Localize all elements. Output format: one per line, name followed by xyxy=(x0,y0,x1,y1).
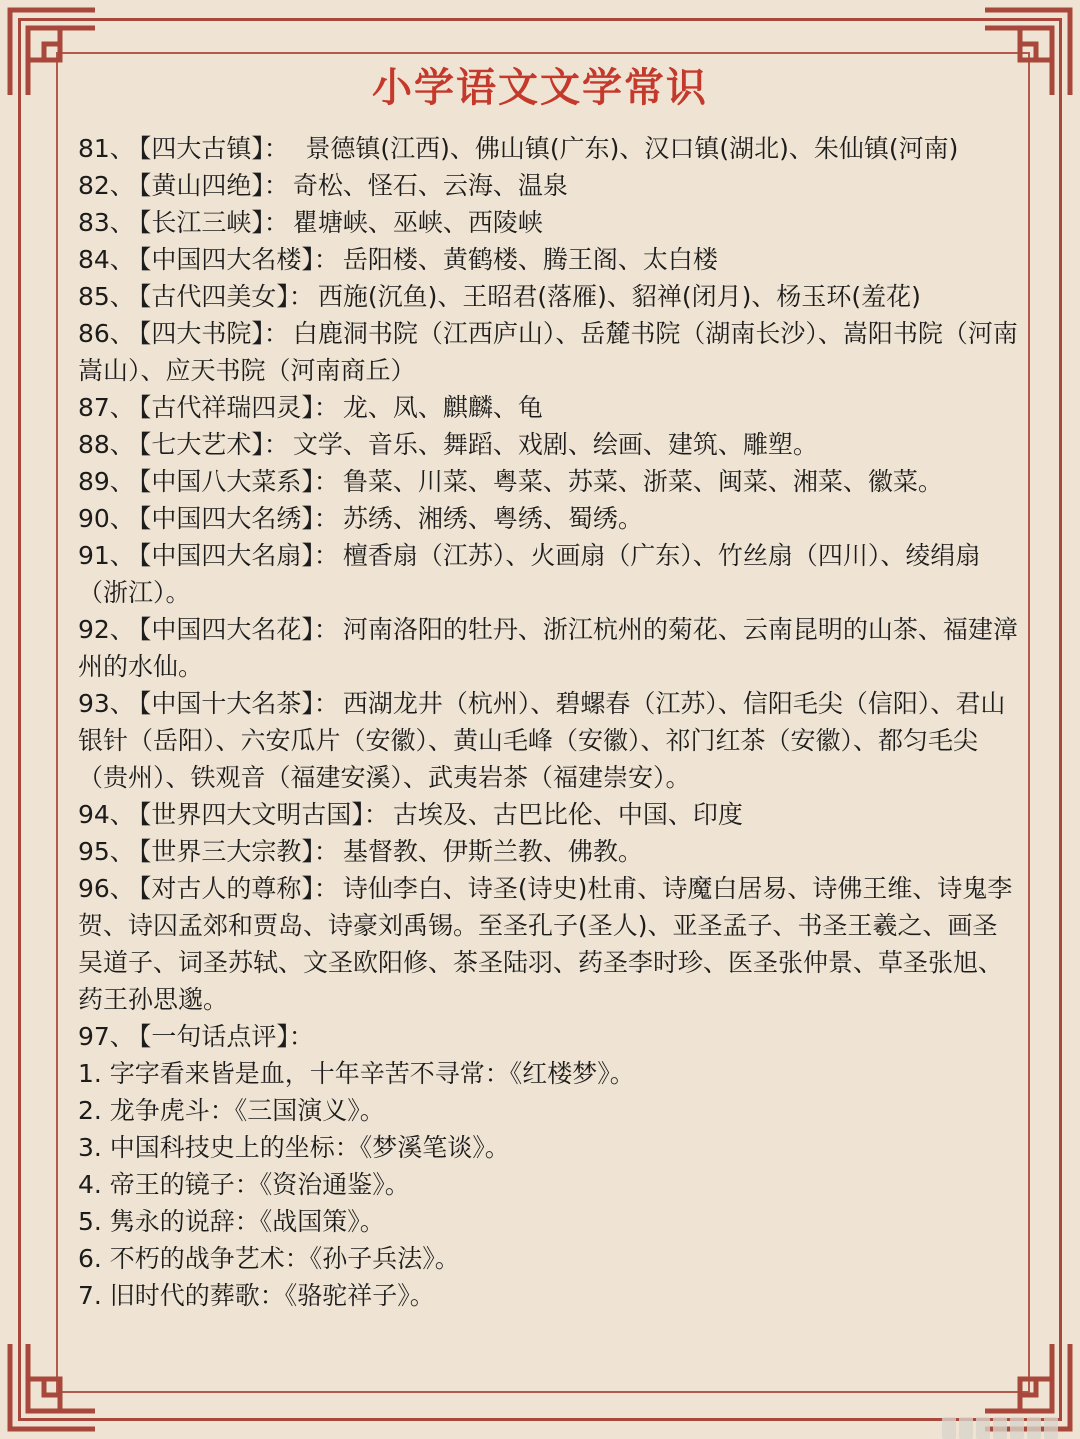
entry-number: 89、 xyxy=(78,467,135,496)
entry-text: 苏绣、湘绣、粤绣、蜀绣。 xyxy=(342,504,643,533)
entry-number: 81、 xyxy=(78,134,135,163)
entry-number: 88、 xyxy=(78,430,135,459)
entry-text: 文学、音乐、舞蹈、戏剧、绘画、建筑、雕塑。 xyxy=(292,430,818,459)
entry-93 xyxy=(78,685,1018,796)
entry-key: 【中国四大名扇】： xyxy=(138,541,339,570)
comment-item: 6. 不朽的战争艺术：《孙子兵法》。 xyxy=(78,1244,460,1273)
watermark xyxy=(942,1417,1058,1439)
entry-97 xyxy=(78,1018,1018,1055)
entry-text: 龙、凤、麒麟、龟 xyxy=(342,393,543,422)
entry-key: 【黄山四绝】： xyxy=(138,171,289,200)
entry-95 xyxy=(78,833,1018,870)
entry-key: 【中国十大名茶】： xyxy=(138,689,339,718)
entry-number: 92、 xyxy=(78,615,135,644)
entry-81 xyxy=(78,130,1018,167)
entry-number: 95、 xyxy=(78,837,135,866)
comment-item: 5. 隽永的说辞：《战国策》。 xyxy=(78,1207,385,1236)
entry-key: 【古代四美女】： xyxy=(138,282,314,311)
entry-key: 【中国四大名楼】： xyxy=(138,245,339,274)
entry-text: 古埃及、古巴比伦、中国、印度 xyxy=(392,800,743,829)
comment-item: 1. 字字看来皆是血，十年辛苦不寻常：《红楼梦》。 xyxy=(78,1059,635,1088)
entry-82 xyxy=(78,167,1018,204)
entry-key: 【中国四大名绣】： xyxy=(138,504,339,533)
entry-number: 82、 xyxy=(78,171,135,200)
entry-key: 【世界三大宗教】： xyxy=(138,837,339,866)
entry-text: 河南洛阳的牡丹、浙江杭州的菊花、云南昆明的山茶、福建漳州的水仙。 xyxy=(78,615,1018,681)
entry-87 xyxy=(78,389,1018,426)
entry-84 xyxy=(78,241,1018,278)
entry-key: 【中国八大菜系】： xyxy=(138,467,339,496)
entry-92 xyxy=(78,611,1018,685)
entry-text: 奇松、怪石、云海、温泉 xyxy=(292,171,568,200)
entry-number: 91、 xyxy=(78,541,135,570)
entry-number: 85、 xyxy=(78,282,135,311)
entry-text: 基督教、伊斯兰教、佛教。 xyxy=(342,837,643,866)
page-title: 小学语文文学常识 xyxy=(372,64,708,111)
entry-text: 鲁菜、川菜、粤菜、苏菜、浙菜、闽菜、湘菜、徽菜。 xyxy=(342,467,943,496)
entry-number: 90、 xyxy=(78,504,135,533)
entry-key: 【四大书院】： xyxy=(138,319,289,348)
entry-89 xyxy=(78,463,1018,500)
entry-number: 86、 xyxy=(78,319,135,348)
entry-text: 诗仙李白、诗圣(诗史)杜甫、诗魔白居易、诗佛王维、诗鬼李贺、诗囚孟郊和贾岛、诗豪刘禹锡。至圣孔子(圣人)、亚圣孟子、书圣王羲之、画圣吴道子、词圣苏轼、文圣欧阳修、茶圣陆羽、药圣李时珍、医圣张仲景、草圣张旭、药王孙思邈。 xyxy=(78,874,1013,1014)
entry-key: 【世界四大文明古国】： xyxy=(138,800,389,829)
entry-88 xyxy=(78,426,1018,463)
entry-key: 【七大艺术】： xyxy=(138,430,289,459)
corner-ornament-icon xyxy=(0,1339,100,1439)
comment-item: 7. 旧时代的葬歌：《骆驼祥子》。 xyxy=(78,1281,435,1310)
entry-number: 97、 xyxy=(78,1022,135,1051)
entry-number: 94、 xyxy=(78,800,135,829)
comment-item: 3. 中国科技史上的坐标：《梦溪笔谈》。 xyxy=(78,1133,510,1162)
entry-96 xyxy=(78,870,1018,1018)
entry-text: 景德镇(江西)、佛山镇(广东)、汉口镇(湖北)、朱仙镇(河南) xyxy=(280,134,959,163)
entry-key: 【中国四大名花】： xyxy=(138,615,339,644)
entry-text: 檀香扇（江苏）、火画扇（广东）、竹丝扇（四川）、绫绢扇（浙江）。 xyxy=(78,541,981,607)
entry-key: 【对古人的尊称】： xyxy=(138,874,339,903)
entry-91 xyxy=(78,537,1018,611)
entry-key: 【一句话点评】： xyxy=(138,1022,314,1051)
entry-key: 【四大古镇】： xyxy=(138,134,277,163)
entry-text: 岳阳楼、黄鹤楼、腾王阁、太白楼 xyxy=(342,245,718,274)
entry-83 xyxy=(78,204,1018,241)
entry-85 xyxy=(78,278,1018,315)
entry-key: 【长江三峡】： xyxy=(138,208,289,237)
entry-text: 西施(沉鱼)、王昭君(落雁)、貂禅(闭月)、杨玉环(羞花) xyxy=(317,282,921,311)
entry-number: 84、 xyxy=(78,245,135,274)
entry-text: 白鹿洞书院（江西庐山）、岳麓书院（湖南长沙）、嵩阳书院（河南嵩山）、应天书院（河南商丘） xyxy=(78,319,1018,385)
entry-90 xyxy=(78,500,1018,537)
comment-item: 4. 帝王的镜子：《资治通鉴》。 xyxy=(78,1170,410,1199)
entry-text: 西湖龙井（杭州）、碧螺春（江苏）、信阳毛尖（信阳）、君山银针（岳阳）、六安瓜片（安徽）、黄山毛峰（安徽）、祁门红茶（安徽）、都匀毛尖（贵州）、铁观音（福建安溪）、武夷岩茶（福建崇安）。 xyxy=(78,689,1006,792)
entry-number: 96、 xyxy=(78,874,135,903)
entry-number: 87、 xyxy=(78,393,135,422)
entry-94 xyxy=(78,796,1018,833)
entry-text: 瞿塘峡、巫峡、西陵峡 xyxy=(292,208,543,237)
entry-number: 83、 xyxy=(78,208,135,237)
entry-key: 【古代祥瑞四灵】： xyxy=(138,393,339,422)
entry-86 xyxy=(78,315,1018,389)
content-body xyxy=(78,130,1018,1314)
entry-number: 93、 xyxy=(78,689,135,718)
comment-item: 2. 龙争虎斗：《三国演义》。 xyxy=(78,1096,385,1125)
